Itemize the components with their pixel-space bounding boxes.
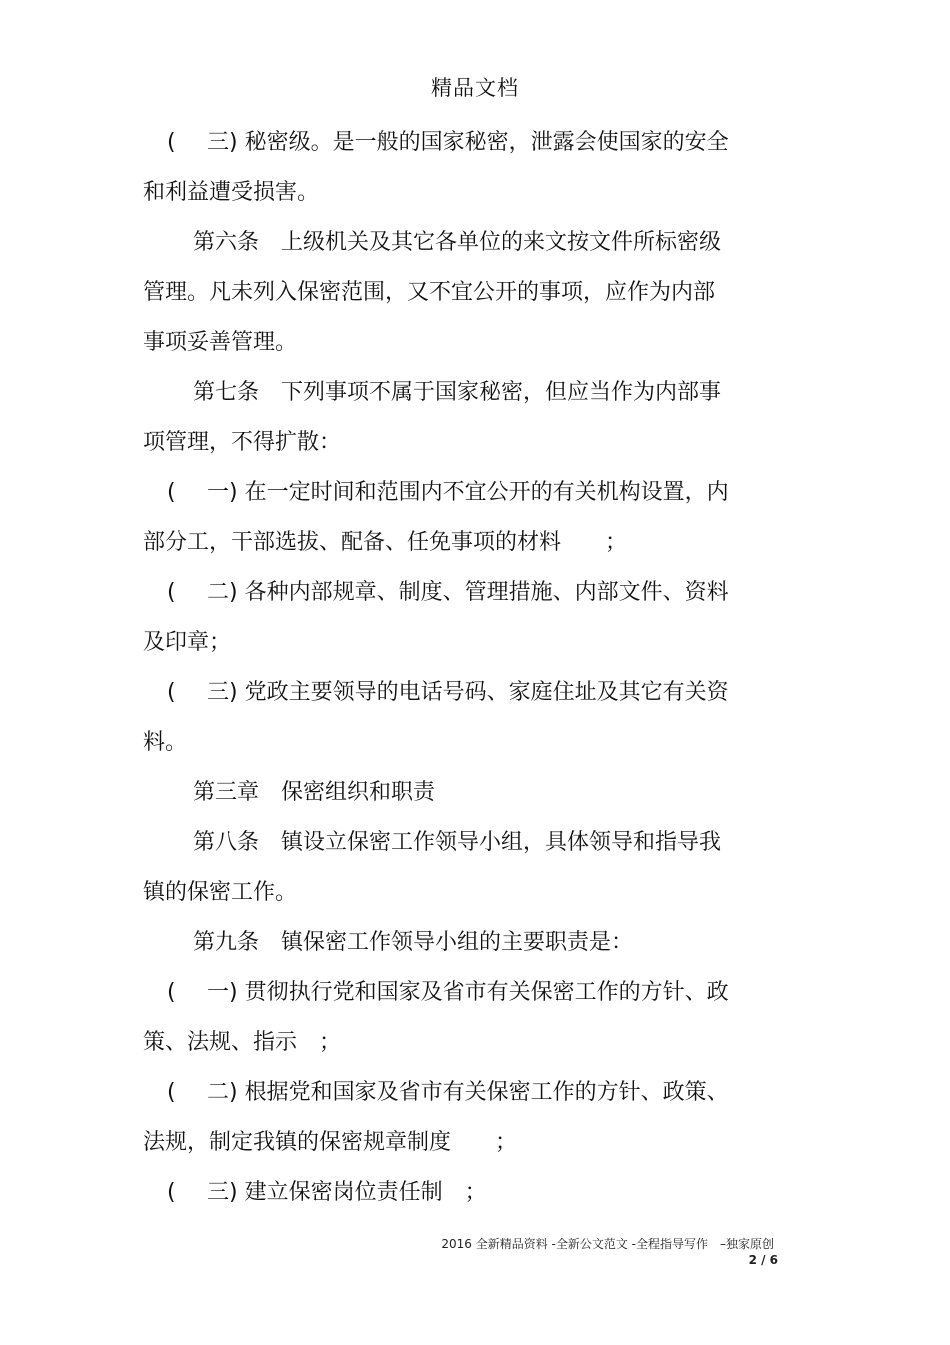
- paragraph-line: [143, 968, 763, 1018]
- paragraph-line: [143, 1168, 763, 1218]
- open-paren: (: [167, 680, 176, 705]
- chapter-3-heading: 第三章 保密组织和职责: [193, 780, 436, 805]
- paragraph-line: 项管理，不得扩散：: [143, 430, 342, 455]
- article-9-heading: 第九条 镇保密工作领导小组的主要职责是：: [193, 930, 634, 955]
- paragraph-line: 部分工，干部选拔、配备、任免事项的材料 ；: [143, 530, 628, 555]
- line-text: 二) 根据党和国家及省市有关保密工作的方针、政策、: [207, 1080, 729, 1105]
- page-number: 2 / 6: [748, 1253, 778, 1267]
- paragraph-line: 和利益遭受损害。: [143, 180, 320, 205]
- line-text: 二) 各种内部规章、制度、管理措施、内部文件、资料: [207, 580, 729, 605]
- paragraph-line: 料。: [143, 730, 188, 755]
- footer-note: 2016 全新精品资料 -全新公文范文 -全程指导写作 –独家原创: [441, 1237, 774, 1251]
- paragraph-line: [143, 668, 763, 718]
- open-paren: (: [167, 130, 176, 155]
- paragraph-line: [143, 1068, 763, 1118]
- paragraph-line: 策、法规、指示 ；: [143, 1030, 342, 1055]
- open-paren: (: [167, 1180, 176, 1205]
- article-7-heading: 第七条 下列事项不属于国家秘密，但应当作为内部事: [193, 380, 722, 405]
- paragraph-line: [143, 118, 763, 168]
- paragraph-line: 及印章；: [143, 630, 232, 655]
- line-text: 一) 贯彻执行党和国家及省市有关保密工作的方针、政: [207, 980, 729, 1005]
- line-text: 一) 在一定时间和范围内不宜公开的有关机构设置，内: [207, 480, 729, 505]
- article-8-heading: 第八条 镇设立保密工作领导小组，具体领导和指导我: [193, 830, 722, 855]
- line-text: 三) 秘密级。是一般的国家秘密，泄露会使国家的安全: [207, 130, 729, 155]
- paragraph-line: 管理。凡未列入保密范围，又不宜公开的事项，应作为内部: [143, 280, 716, 305]
- article-6-heading: 第六条 上级机关及其它各单位的来文按文件所标密级: [193, 230, 722, 255]
- paragraph-line: 镇的保密工作。: [143, 880, 298, 905]
- open-paren: (: [167, 1080, 176, 1105]
- page-header-title: 精品文档: [431, 76, 519, 100]
- paragraph-line: [143, 468, 763, 518]
- paragraph-line: 事项妥善管理。: [143, 330, 298, 355]
- line-text: 三) 建立保密岗位责任制 ；: [207, 1180, 487, 1205]
- open-paren: (: [167, 480, 176, 505]
- paragraph-line: 法规，制定我镇的保密规章制度 ；: [143, 1130, 518, 1155]
- paragraph-line: [143, 568, 763, 618]
- document-body: [143, 118, 763, 1218]
- open-paren: (: [167, 980, 176, 1005]
- open-paren: (: [167, 580, 176, 605]
- line-text: 三) 党政主要领导的电话号码、家庭住址及其它有关资: [207, 680, 729, 705]
